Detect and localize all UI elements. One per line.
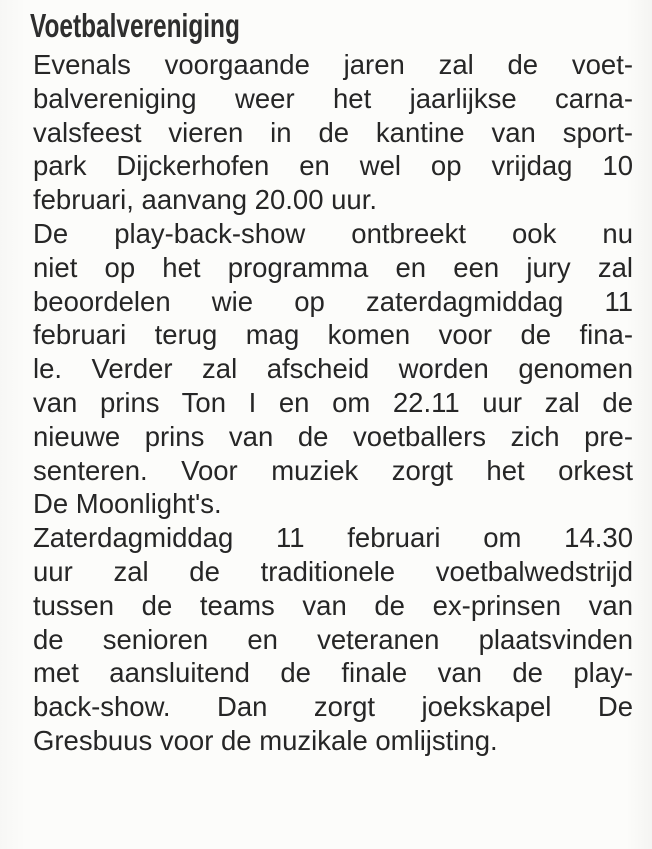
article-line: februari, aanvang 20.00 uur.: [33, 184, 378, 216]
article-line: niet op het programma en een jury zal: [33, 251, 633, 283]
article-line: februari terug mag komen voor de fina-: [33, 319, 633, 351]
article-line: De Moonlight's.: [33, 488, 222, 520]
article-headline: Voetbalvereniging: [30, 7, 240, 44]
article-line: valsfeest vieren in de kantine van sport-: [33, 116, 633, 148]
article-line: back-show. Dan zorgt joekskapel De: [33, 691, 633, 723]
article-line: Zaterdagmiddag 11 februari om 14.30: [33, 522, 633, 554]
article-line: park Dijckerhofen en wel op vrijdag 10: [33, 150, 633, 182]
article-line: de senioren en veteranen plaatsvinden: [33, 623, 633, 655]
article-line: De play-back-show ontbreekt ook nu: [33, 217, 633, 249]
article-line: beoordelen wie op zaterdagmiddag 11: [33, 285, 633, 317]
article-line: uur zal de traditionele voetbalwedstrijd: [33, 555, 633, 587]
article-line: senteren. Voor muziek zorgt het orkest: [33, 454, 633, 486]
article-line: Evenals voorgaande jaren zal de voet-: [33, 49, 633, 80]
article-line: balvereniging weer het jaarlijkse carna-: [33, 82, 633, 114]
article-line: met aansluitend de finale van de play-: [33, 657, 633, 689]
article-line: le. Verder zal afscheid worden genomen: [33, 353, 633, 385]
article-line: van prins Ton I en om 22.11 uur zal de: [33, 386, 633, 418]
article-line: tussen de teams van de ex-prinsen van: [33, 589, 633, 621]
article-line: Gresbuus voor de muzikale omlijsting.: [33, 724, 498, 756]
article-line: nieuwe prins van de voetballers zich pre-: [33, 420, 633, 452]
article-body: [33, 48, 633, 758]
